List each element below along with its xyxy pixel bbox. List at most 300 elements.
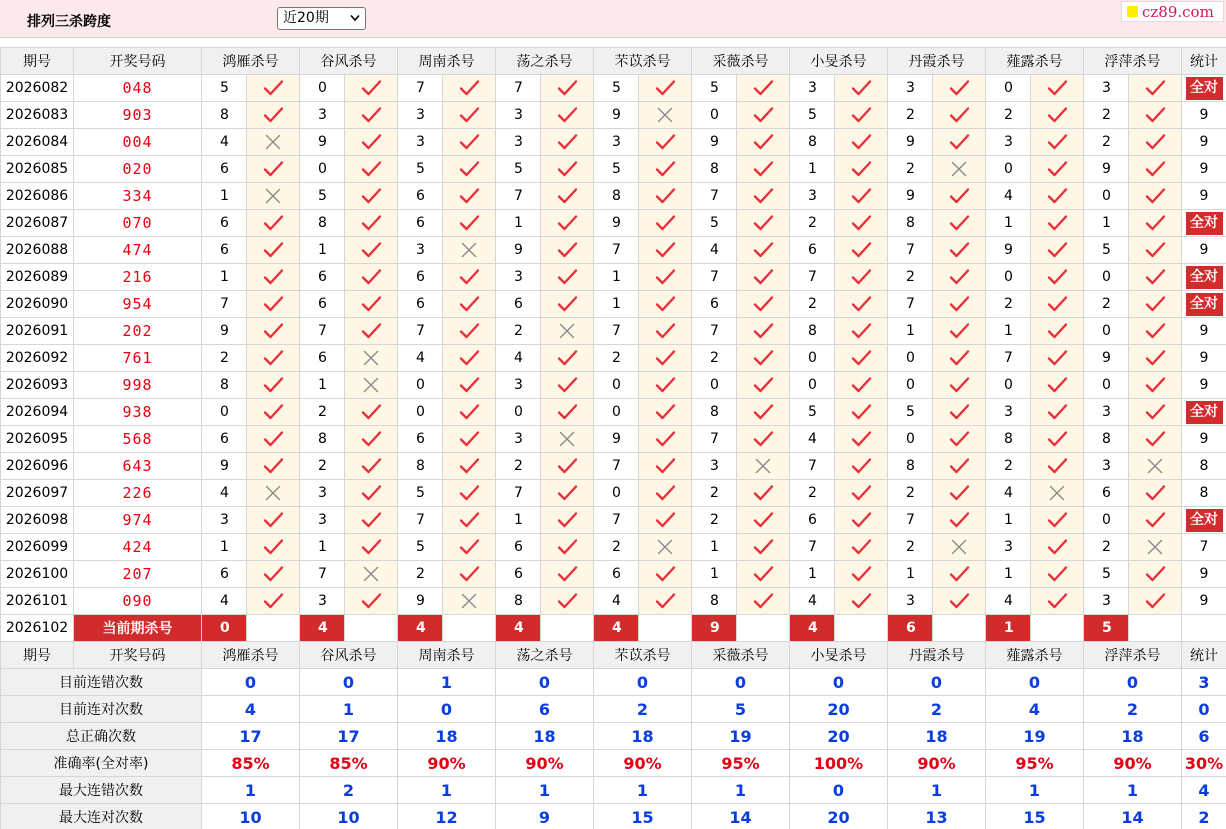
header-group: 芣苡杀号 [594,642,692,669]
table-row [1,102,1226,129]
summary-value: 20 [790,696,888,723]
check-icon [345,156,398,183]
table-row [1,264,1226,291]
summary-value: 17 [202,723,300,750]
check-icon [247,399,300,426]
kill-number-cell: 0 [692,102,737,129]
check-icon [541,102,594,129]
kill-number-cell: 8 [202,372,247,399]
summary-value: 100% [790,750,888,777]
kill-number-cell: 0 [300,75,345,102]
kill-number-cell: 1 [790,156,835,183]
kill-number-cell: 0 [888,426,933,453]
summary-value: 1 [398,669,496,696]
kill-number-cell: 1 [790,561,835,588]
period-select-value: 近20期 [283,10,329,26]
check-icon [247,561,300,588]
summary-value: 0 [986,669,1084,696]
kill-number-cell: 6 [300,345,345,372]
stat-cell: 9 [1182,345,1226,372]
check-icon [835,183,888,210]
check-icon [639,399,692,426]
summary-value: 17 [300,723,398,750]
check-icon [835,399,888,426]
check-icon [835,453,888,480]
summary-value: 1 [1084,777,1182,804]
check-icon [345,291,398,318]
kill-number-cell: 1 [888,561,933,588]
logo-square-icon [1127,6,1138,17]
cross-icon [345,561,398,588]
header-group: 芣苡杀号 [594,48,692,75]
table-row [1,345,1226,372]
check-icon [247,507,300,534]
kill-number-cell: 3 [300,588,345,615]
kill-number-cell: 2 [594,534,639,561]
check-icon [737,345,790,372]
kill-number-cell: 7 [594,237,639,264]
kill-number-cell: 9 [594,210,639,237]
kill-number-cell: 2 [300,453,345,480]
check-icon [737,156,790,183]
check-icon [1031,372,1084,399]
summary-value: 95% [692,750,790,777]
kill-number-cell: 5 [398,480,443,507]
summary-value: 18 [398,723,496,750]
header-group: 周南杀号 [398,642,496,669]
check-icon [1129,156,1182,183]
check-icon [737,561,790,588]
kill-number-cell: 2 [202,345,247,372]
check-icon [345,453,398,480]
issue-cell: 2026087 [1,210,74,237]
check-icon [1031,534,1084,561]
cross-icon [1129,453,1182,480]
check-icon [1129,372,1182,399]
check-icon [345,237,398,264]
issue-cell: 2026100 [1,561,74,588]
check-icon [345,183,398,210]
check-icon [1129,588,1182,615]
table-row [1,372,1226,399]
summary-row [1,696,1226,723]
kill-stats-table [0,47,1226,829]
check-icon [443,507,496,534]
issue-cell: 2026101 [1,588,74,615]
summary-value: 85% [202,750,300,777]
draw-number-cell: 207 [74,561,202,588]
check-icon [933,183,986,210]
check-icon [247,75,300,102]
kill-number-cell: 2 [496,453,541,480]
check-icon [247,102,300,129]
kill-number-cell: 3 [1084,453,1129,480]
summary-value: 0 [496,669,594,696]
kill-number-cell: 0 [888,372,933,399]
kill-number-cell: 8 [790,318,835,345]
summary-value: 1 [986,777,1084,804]
kill-number-cell: 7 [692,183,737,210]
draw-number-cell: 998 [74,372,202,399]
summary-value: 90% [594,750,692,777]
cross-icon [1031,480,1084,507]
check-icon [737,507,790,534]
check-icon [443,318,496,345]
kill-number-cell: 4 [692,237,737,264]
summary-value: 2 [1084,696,1182,723]
check-icon [835,129,888,156]
draw-number-cell: 004 [74,129,202,156]
check-icon [835,264,888,291]
check-icon [1129,210,1182,237]
kill-number-cell: 5 [594,156,639,183]
kill-number-cell: 8 [398,453,443,480]
check-icon [1031,102,1084,129]
kill-number-cell: 6 [692,291,737,318]
summary-value: 18 [496,723,594,750]
summary-row [1,777,1226,804]
check-icon [247,318,300,345]
kill-number-cell: 6 [398,183,443,210]
summary-value: 14 [1084,804,1182,829]
check-icon [541,237,594,264]
kill-number-cell: 8 [888,453,933,480]
kill-number-cell: 3 [398,102,443,129]
check-icon [345,210,398,237]
check-icon [1031,453,1084,480]
check-icon [1031,237,1084,264]
summary-label: 目前连错次数 [1,669,202,696]
check-icon [639,345,692,372]
stat-cell [1182,264,1226,291]
summary-value: 20 [790,723,888,750]
draw-number-cell: 202 [74,318,202,345]
current-kill-blank [541,615,594,642]
summary-row [1,723,1226,750]
kill-number-cell: 8 [594,183,639,210]
kill-number-cell: 1 [692,534,737,561]
kill-number-cell: 4 [790,588,835,615]
kill-number-cell: 1 [202,264,247,291]
kill-number-cell: 8 [1084,426,1129,453]
check-icon [933,588,986,615]
kill-number-cell: 7 [888,291,933,318]
header-group: 采薇杀号 [692,48,790,75]
check-icon [541,453,594,480]
kill-number-cell: 4 [202,480,247,507]
summary-stat: 4 [1182,777,1226,804]
check-icon [443,264,496,291]
stat-cell [1182,291,1226,318]
site-logo[interactable] [1121,1,1224,22]
check-icon [639,372,692,399]
table-row [1,291,1226,318]
check-icon [345,264,398,291]
kill-number-cell: 3 [1084,588,1129,615]
draw-number-cell: 424 [74,534,202,561]
check-icon [835,156,888,183]
check-icon [933,102,986,129]
check-icon [345,534,398,561]
table-row [1,210,1226,237]
header-group: 鸿雁杀号 [202,48,300,75]
current-issue-cell: 2026102 [1,615,74,642]
check-icon [933,345,986,372]
check-icon [835,507,888,534]
check-icon [835,291,888,318]
kill-number-cell: 7 [398,75,443,102]
check-icon [247,264,300,291]
kill-number-cell: 8 [888,210,933,237]
check-icon [443,534,496,561]
check-icon [541,129,594,156]
current-kill-number: 4 [594,615,639,642]
all-correct-badge: 全对 [1186,293,1223,316]
kill-number-cell: 1 [496,210,541,237]
kill-number-cell: 6 [790,237,835,264]
kill-number-cell: 4 [986,183,1031,210]
kill-number-cell: 4 [986,588,1031,615]
check-icon [933,129,986,156]
kill-number-cell: 0 [1084,318,1129,345]
check-icon [345,102,398,129]
summary-value: 0 [398,696,496,723]
summary-value: 9 [496,804,594,829]
kill-number-cell: 0 [888,345,933,372]
summary-value: 10 [300,804,398,829]
summary-value: 95% [986,750,1084,777]
summary-value: 0 [300,669,398,696]
current-kill-blank [835,615,888,642]
table-row [1,561,1226,588]
kill-number-cell: 1 [300,372,345,399]
kill-number-cell: 4 [202,588,247,615]
current-kill-number: 4 [790,615,835,642]
table-row [1,237,1226,264]
kill-number-cell: 6 [496,561,541,588]
summary-value: 15 [594,804,692,829]
kill-number-cell: 3 [594,129,639,156]
kill-number-cell: 3 [986,399,1031,426]
check-icon [247,426,300,453]
kill-number-cell: 0 [986,75,1031,102]
kill-number-cell: 6 [398,210,443,237]
stat-cell: 9 [1182,372,1226,399]
kill-number-cell: 1 [986,561,1031,588]
issue-cell: 2026092 [1,345,74,372]
check-icon [1129,183,1182,210]
current-kill-number: 0 [202,615,247,642]
kill-number-cell: 1 [202,534,247,561]
check-icon [639,75,692,102]
kill-number-cell: 3 [496,102,541,129]
stat-cell: 9 [1182,237,1226,264]
stat-cell: 9 [1182,561,1226,588]
current-kill-number: 9 [692,615,737,642]
check-icon [541,534,594,561]
kill-number-cell: 0 [594,372,639,399]
check-icon [835,237,888,264]
header-group: 浮萍杀号 [1084,48,1182,75]
all-correct-badge: 全对 [1186,401,1223,424]
kill-number-cell: 3 [1084,399,1129,426]
header-group: 荡之杀号 [496,48,594,75]
check-icon [737,75,790,102]
check-icon [835,534,888,561]
kill-number-cell: 7 [300,318,345,345]
all-correct-badge: 全对 [1186,77,1223,100]
kill-number-cell: 0 [496,399,541,426]
kill-number-cell: 0 [790,372,835,399]
stat-cell: 9 [1182,129,1226,156]
kill-number-cell: 7 [398,318,443,345]
check-icon [933,264,986,291]
current-kill-number: 4 [496,615,541,642]
draw-number-cell: 761 [74,345,202,372]
kill-number-cell: 8 [300,426,345,453]
cross-icon [541,426,594,453]
kill-number-cell: 9 [888,183,933,210]
stat-cell [1182,75,1226,102]
summary-value: 4 [202,696,300,723]
summary-stat: 2 [1182,804,1226,829]
check-icon [443,210,496,237]
kill-number-cell: 1 [1084,210,1129,237]
check-icon [835,372,888,399]
kill-number-cell: 9 [692,129,737,156]
check-icon [737,534,790,561]
stat-cell: 9 [1182,588,1226,615]
current-kill-label: 当前期杀号 [74,615,202,642]
draw-number-cell: 090 [74,588,202,615]
kill-number-cell: 5 [692,75,737,102]
check-icon [1031,345,1084,372]
kill-number-cell: 3 [790,183,835,210]
kill-number-cell: 6 [202,210,247,237]
check-icon [737,588,790,615]
summary-value: 90% [398,750,496,777]
period-select[interactable] [277,7,366,30]
kill-number-cell: 4 [496,345,541,372]
kill-number-cell: 0 [986,372,1031,399]
check-icon [1031,291,1084,318]
cross-icon [345,372,398,399]
cross-icon [639,534,692,561]
header-group: 谷风杀号 [300,642,398,669]
kill-number-cell: 1 [888,318,933,345]
check-icon [737,318,790,345]
summary-value: 15 [986,804,1084,829]
draw-number-cell: 903 [74,102,202,129]
kill-number-cell: 3 [300,507,345,534]
summary-value: 1 [202,777,300,804]
stat-cell [1182,210,1226,237]
check-icon [247,345,300,372]
current-kill-blank [1031,615,1084,642]
check-icon [541,156,594,183]
table-row [1,588,1226,615]
kill-number-cell: 7 [790,264,835,291]
kill-number-cell: 7 [790,534,835,561]
table-row [1,129,1226,156]
check-icon [1031,507,1084,534]
check-icon [639,156,692,183]
kill-number-cell: 7 [790,453,835,480]
draw-number-cell: 226 [74,480,202,507]
logo-text: cz89.com [1142,2,1214,21]
check-icon [1031,156,1084,183]
summary-value: 85% [300,750,398,777]
check-icon [1031,318,1084,345]
issue-cell: 2026083 [1,102,74,129]
kill-number-cell: 7 [594,507,639,534]
summary-value: 0 [1084,669,1182,696]
kill-number-cell: 0 [1084,507,1129,534]
kill-number-cell: 0 [594,399,639,426]
check-icon [835,102,888,129]
check-icon [541,507,594,534]
check-icon [639,129,692,156]
table-row [1,426,1226,453]
kill-number-cell: 2 [1084,291,1129,318]
stat-cell [1182,507,1226,534]
check-icon [247,372,300,399]
kill-number-cell: 9 [496,237,541,264]
check-icon [933,291,986,318]
kill-number-cell: 6 [398,264,443,291]
summary-value: 18 [594,723,692,750]
kill-number-cell: 5 [888,399,933,426]
summary-value: 0 [202,669,300,696]
kill-number-cell: 1 [986,507,1031,534]
kill-number-cell: 1 [594,264,639,291]
check-icon [443,102,496,129]
check-icon [541,399,594,426]
kill-number-cell: 4 [986,480,1031,507]
check-icon [443,399,496,426]
header-stat: 统计 [1182,642,1226,669]
check-icon [737,372,790,399]
table-row [1,183,1226,210]
kill-number-cell: 0 [986,264,1031,291]
check-icon [443,129,496,156]
check-icon [1129,237,1182,264]
summary-value: 2 [888,696,986,723]
kill-number-cell: 0 [986,156,1031,183]
check-icon [1031,129,1084,156]
kill-number-cell: 0 [300,156,345,183]
kill-number-cell: 2 [692,507,737,534]
check-icon [737,399,790,426]
kill-number-cell: 3 [496,372,541,399]
check-icon [541,372,594,399]
check-icon [737,426,790,453]
check-icon [1031,210,1084,237]
header-draw: 开奖号码 [74,48,202,75]
cross-icon [541,318,594,345]
stat-cell: 9 [1182,156,1226,183]
check-icon [933,561,986,588]
kill-number-cell: 2 [1084,102,1129,129]
draw-number-cell: 938 [74,399,202,426]
kill-number-cell: 6 [202,156,247,183]
page-title: 排列三杀跨度 [27,14,111,30]
kill-number-cell: 0 [790,345,835,372]
header-issue: 期号 [1,48,74,75]
check-icon [247,534,300,561]
kill-number-cell: 5 [398,534,443,561]
kill-number-cell: 6 [202,237,247,264]
